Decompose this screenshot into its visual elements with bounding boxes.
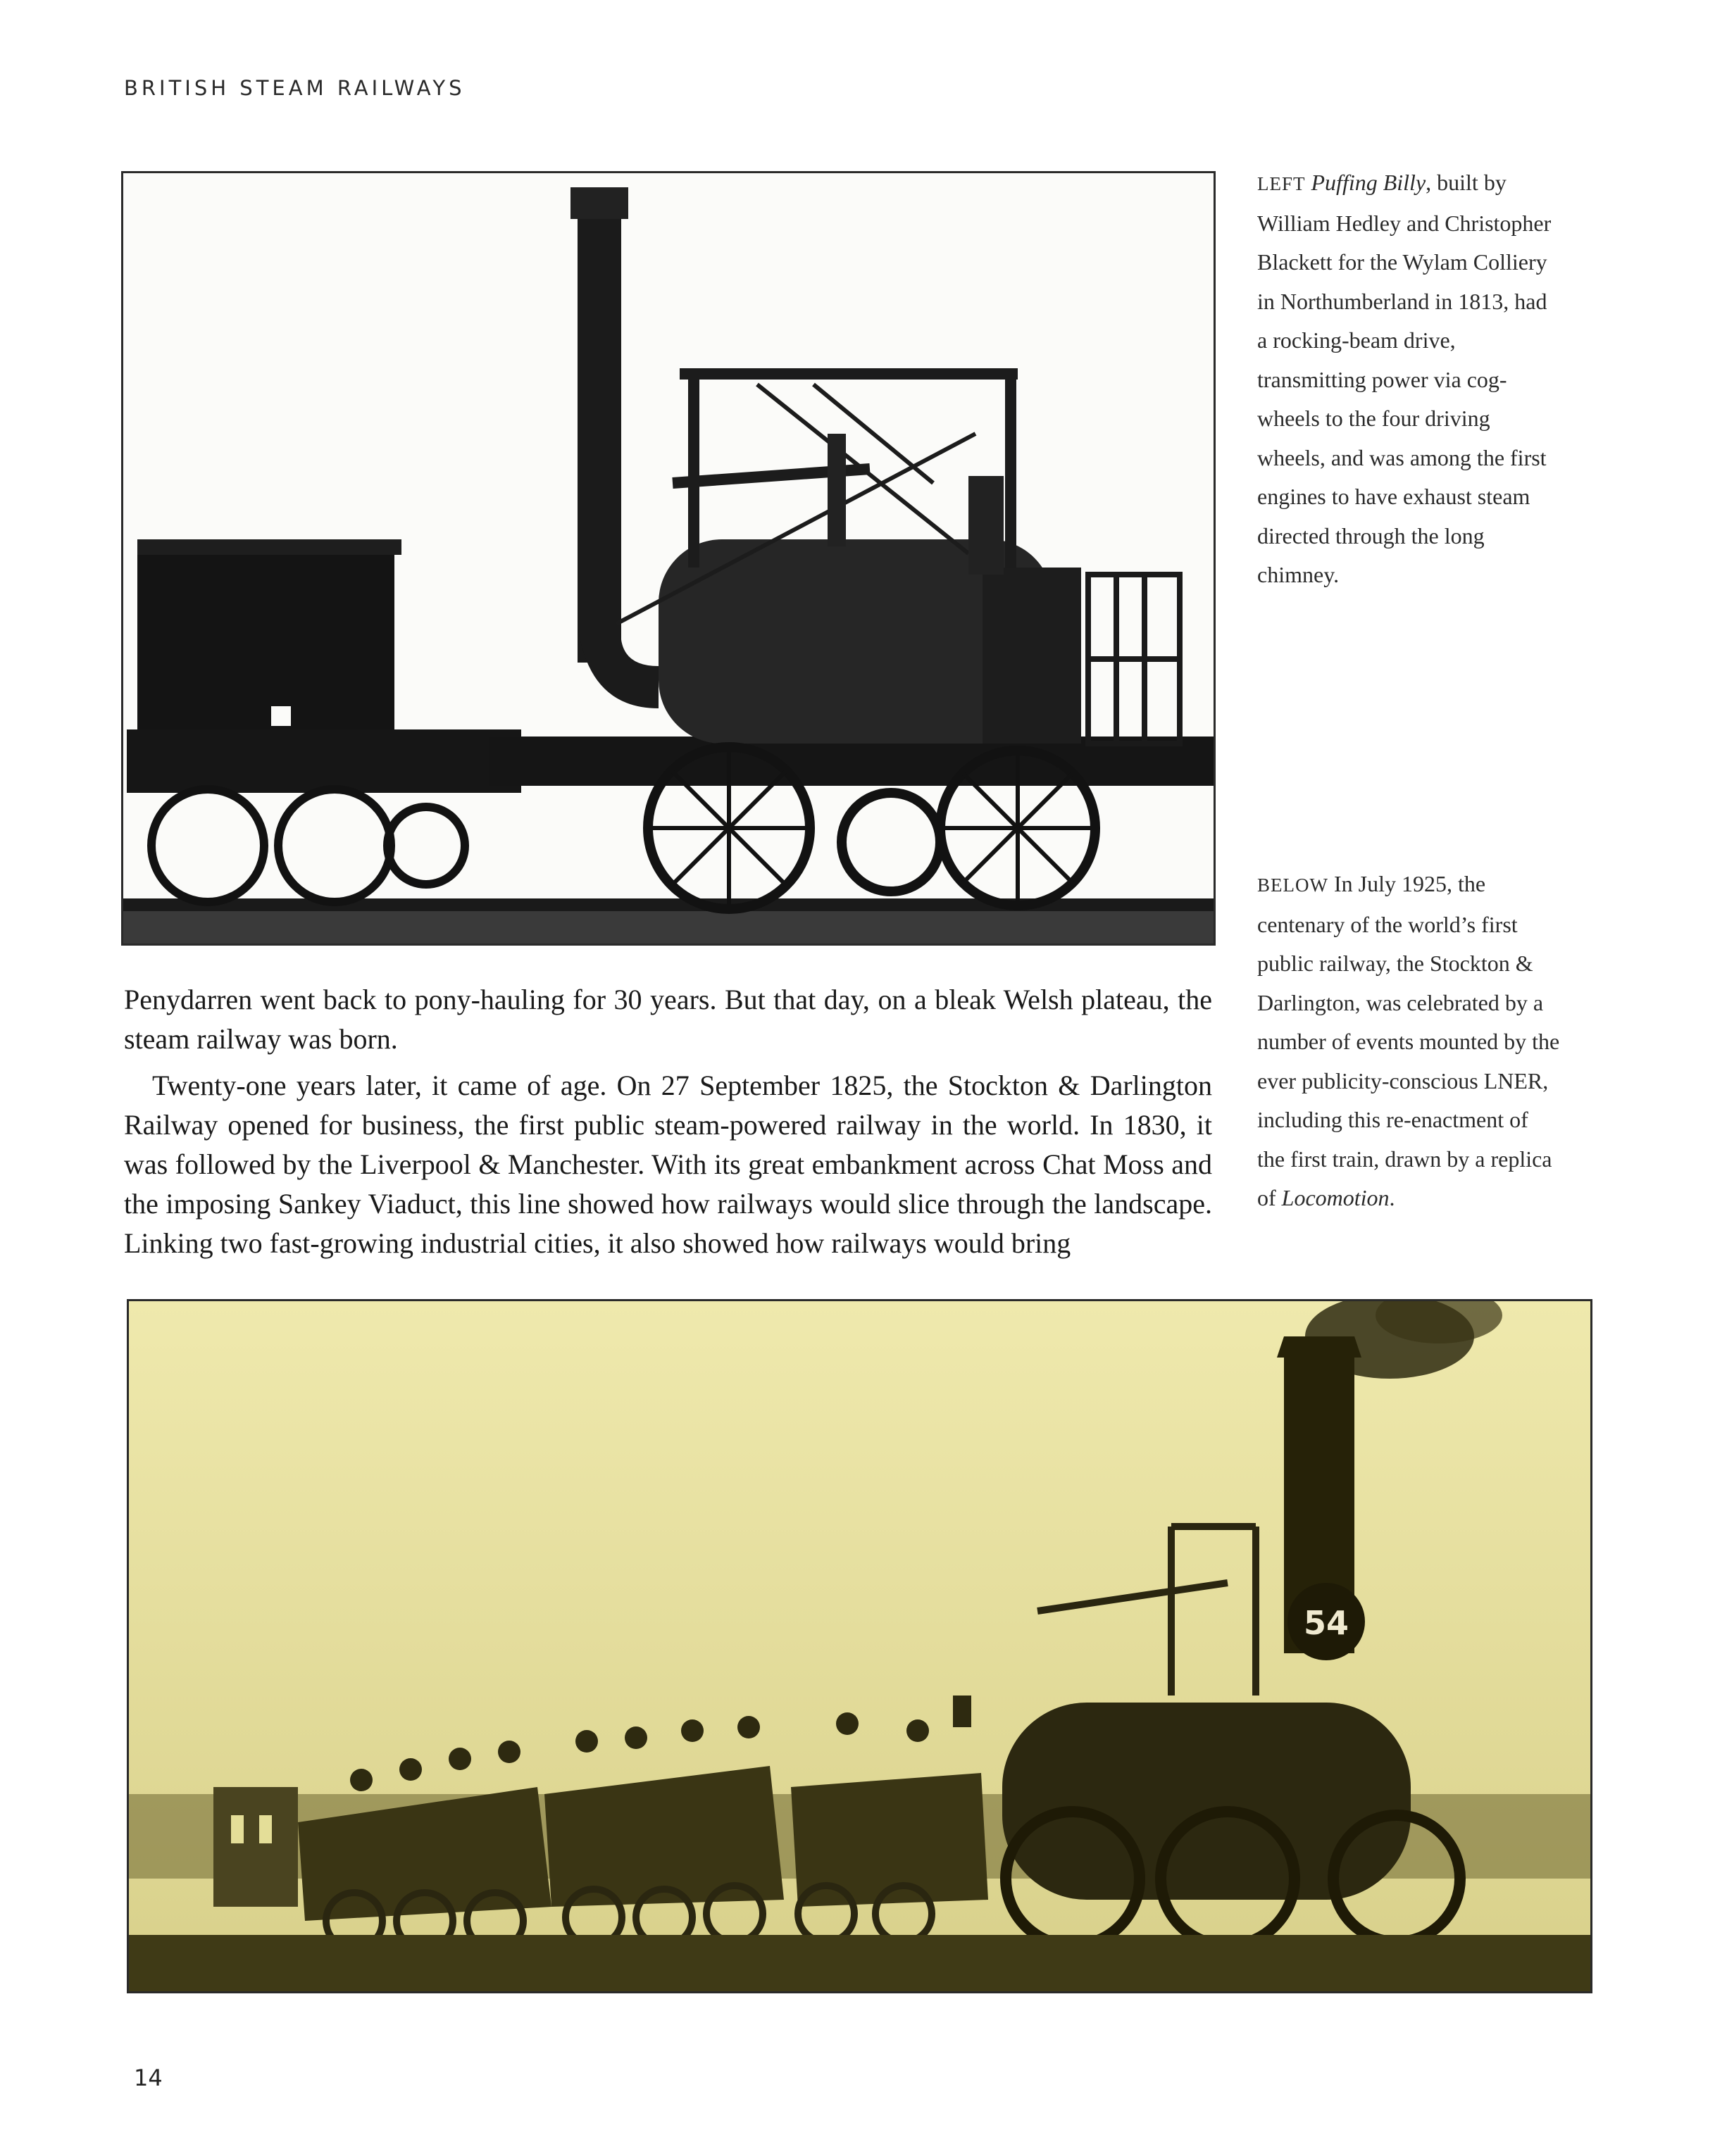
puffing-billy-illustration [123,173,1214,944]
locomotion-replica-illustration [129,1301,1590,1991]
caption-lead-below: BELOW [1257,875,1328,896]
body-paragraph-2: Twenty-one years later, it came of age. On 27 September 1825, the Stockton & Darlington Railway opened for business, the first public steam-powered railway in the world. In 1830, it was followed by the Liverpool & Manchester. With its great embankment across Chat Moss and the imposing Sankey Viaduct, this line showed how railways would slice through the landscape. Linking two fast-growing industrial cities, it also showed how railways would bring [124,1070,1212,1259]
body-text [124,980,1212,1263]
body-paragraph-1: Penydarren went back to pony-hauling for 30 years. But that day, on a bleak Welsh plateau, the steam railway was born. [124,984,1212,1055]
caption-centenary [1257,865,1560,1218]
caption-text-bottom: In July 1925, the centenary of the world’s first public railway, the Stockton & Darlington, was celebrated by a number of events mounted by the ever publicity-conscious LNER, including this re-enactment of the first train, drawn by a replica of [1257,871,1560,1210]
caption-end-bottom: . [1389,1185,1395,1210]
puffing-billy-photo [121,171,1216,946]
caption-puffing-billy [1257,163,1560,595]
caption-lead-left: LEFT [1257,173,1306,194]
caption-text-top: , built by William Hedley and Christopher Blackett for the Wylam Colliery in Northumberland in 1813, had a rocking-beam drive, transmitting power via cog-wheels to the four driving wheels, and was among the first engines to have exhaust steam directed through the long chimney. [1257,170,1552,587]
engine-number: 54 [1303,1604,1349,1642]
page-number: 14 [134,2064,163,2091]
running-head: BRITISH STEAM RAILWAYS [124,76,466,100]
centenary-train-photo [127,1299,1592,1993]
caption-title-locomotion: Locomotion [1281,1185,1390,1210]
caption-title-puffing-billy: Puffing Billy [1311,170,1426,195]
